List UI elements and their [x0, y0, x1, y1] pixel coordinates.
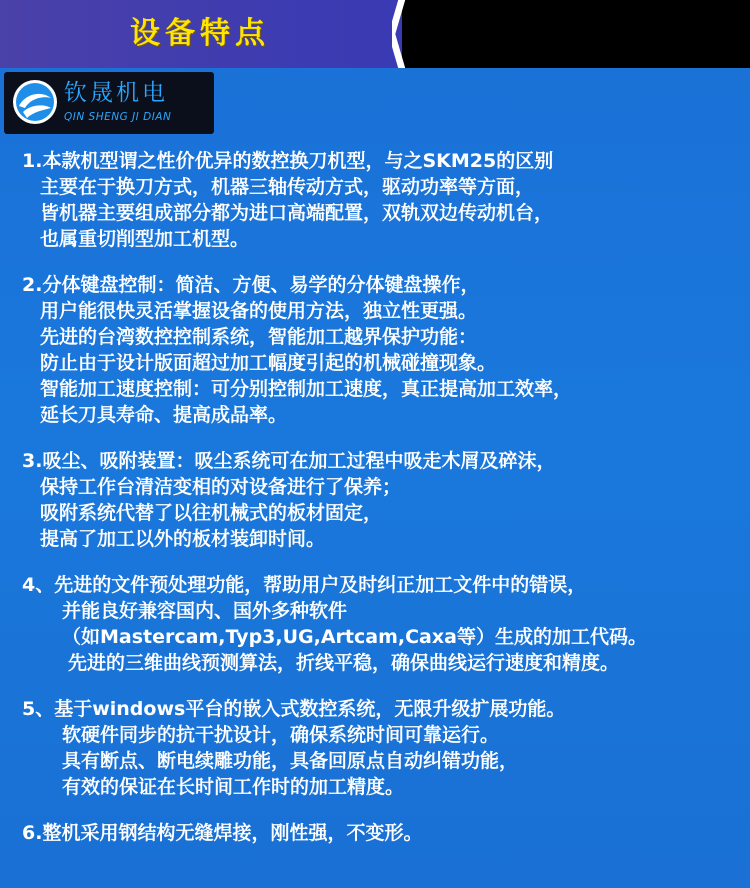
feature-line: 延长刀具寿命、提高成品率。 — [40, 404, 288, 426]
feature-line: 具有断点、断电续雕功能，具备回原点自动纠错功能， — [62, 750, 519, 772]
feature-line: 并能良好兼容国内、国外多种软件 — [62, 600, 348, 622]
header-chevron-accent — [392, 0, 414, 68]
feature-line: 先进的台湾数控控制系统，智能加工越界保护功能： — [40, 326, 478, 348]
feature-line: 4、先进的文件预处理功能，帮助用户及时纠正加工文件中的错误， — [22, 574, 587, 596]
feature-line: 防止由于设计版面超过加工幅度引起的机械碰撞现象。 — [40, 352, 497, 374]
paragraph-gap — [22, 552, 748, 572]
feature-line: 软硬件同步的抗干扰设计，确保系统时间可靠运行。 — [62, 724, 500, 746]
feature-line: 5、基于windows平台的嵌入式数控系统，无限升级扩展功能。 — [22, 698, 566, 720]
paragraph-gap — [22, 676, 748, 696]
feature-line: 智能加工速度控制：可分别控制加工速度，真正提高加工效率， — [40, 378, 573, 400]
feature-paragraph-2 — [22, 272, 748, 428]
feature-line: 提高了加工以外的板材装卸时间。 — [40, 528, 326, 550]
feature-line: 有效的保证在长时间工作时的加工精度。 — [62, 776, 405, 798]
page-title: 设备特点 — [130, 16, 270, 51]
feature-paragraph-6 — [22, 820, 748, 846]
feature-paragraph-3 — [22, 448, 748, 552]
feature-line: 2.分体键盘控制：简洁、方便、易学的分体键盘操作， — [22, 274, 480, 296]
feature-line: 也属重切削型加工机型。 — [40, 228, 250, 250]
feature-line: 吸附系统代替了以往机械式的板材固定， — [40, 502, 383, 524]
logo-name-en: QIN SHENG JI DIAN — [64, 111, 172, 123]
feature-line: 1.本款机型谓之性价优异的数控换刀机型，与之SKM25的区别 — [22, 150, 554, 172]
feature-line: 6.整机采用钢结构无缝焊接，刚性强，不变形。 — [22, 822, 423, 844]
logo-name-cn: 钦晟机电 — [64, 80, 168, 106]
feature-line: 保持工作台清洁变相的对设备进行了保养； — [40, 476, 402, 498]
feature-line: 先进的三维曲线预测算法，折线平稳，确保曲线运行速度和精度。 — [68, 652, 620, 674]
paragraph-gap — [22, 252, 748, 272]
feature-list — [22, 148, 748, 846]
qs-swirl-logo-icon — [11, 78, 59, 126]
feature-line: 主要在于换刀方式，机器三轴传动方式，驱动功率等方面， — [40, 176, 535, 198]
feature-paragraph-1 — [22, 148, 748, 252]
feature-paragraph-4 — [22, 572, 748, 676]
feature-line: （如Mastercam,Typ3,UG,Artcam,Caxa等）生成的加工代码。 — [62, 626, 647, 648]
feature-line: 3.吸尘、吸附装置：吸尘系统可在加工过程中吸走木屑及碎沫， — [22, 450, 556, 472]
paragraph-gap — [22, 800, 748, 820]
feature-paragraph-5 — [22, 696, 748, 800]
feature-line: 皆机器主要组成部分都为进口高端配置，双轨双边传动机台， — [40, 202, 554, 224]
header-bar — [0, 0, 750, 68]
feature-line: 用户能很快灵活掌握设备的使用方法，独立性更强。 — [40, 300, 478, 322]
company-logo — [4, 72, 214, 134]
paragraph-gap — [22, 428, 748, 448]
